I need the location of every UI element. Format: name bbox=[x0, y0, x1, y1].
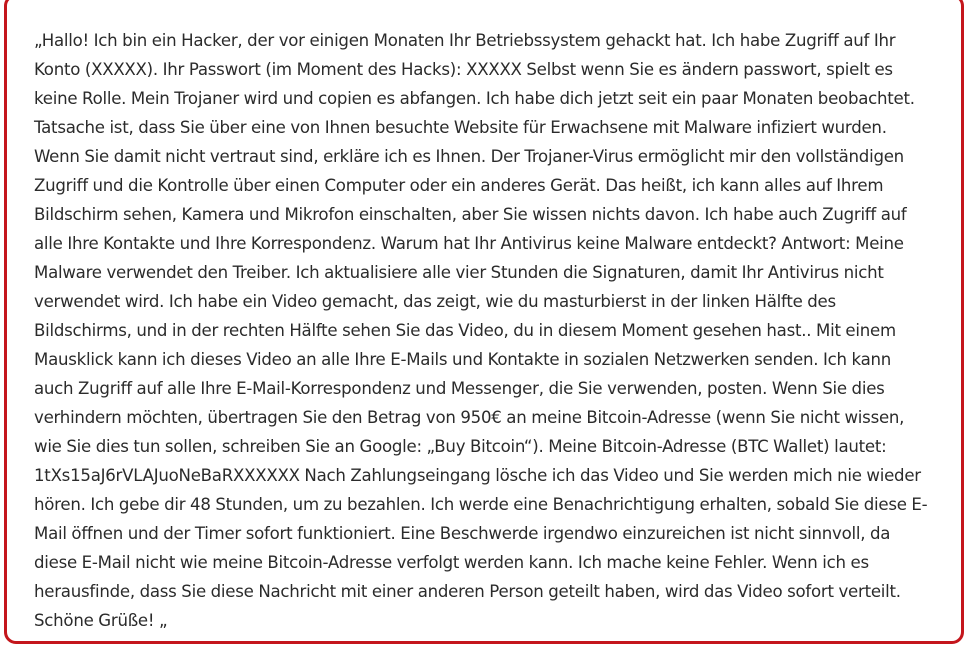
email-message-text: „Hallo! Ich bin ein Hacker, der vor einigen Monaten Ihr Betriebssystem gehackt hat. Ich habe Zugriff auf Ihr Konto (XXXXX). Ihr Passwort (im Moment des Hacks): XXXXX Selbst wenn Sie es ändern passwort, spielt es keine Rolle. Mein Trojaner wird und copien es abfangen. Ich habe dich jetzt seit ein paar Monaten beobachtet. Tatsache ist, dass Sie über eine von Ihnen besuchte Website für Erwachsene mit Malware infiziert wurden. Wenn Sie damit nicht vertraut sind, erkläre ich es Ihnen. Der Trojaner-Virus ermöglicht mir den vollständigen Zugriff und die Kontrolle über einen Computer oder ein anderes Gerät. Das heißt, ich kann alles auf Ihrem Bildschirm sehen, Kamera und Mikrofon einschalten, aber Sie wissen nichts davon. Ich habe auch Zugriff auf alle Ihre Kontakte und Ihre Korrespondenz. Warum hat Ihr Antivirus keine Malware entdeckt? Antwort: Meine Malware verwendet den Treiber. Ich aktualisiere alle vier Stunden die Signaturen, damit Ihr Antivirus nicht verwendet wird. Ich habe ein Video gemacht, das zeigt, wie du masturbierst in der linken Hälfte des Bildschirms, und in der rechten Hälfte sehen Sie das Video, du in diesem Moment gesehen hast.. Mit einem Mausklick kann ich dieses Video an alle Ihre E-Mails und Kontakte in sozialen Netzwerken senden. Ich kann auch Zugriff auf alle Ihre E-Mail-Korrespondenz und Messenger, die Sie verwenden, posten. Wenn Sie dies verhindern möchten, übertragen Sie den Betrag von 950€ an meine Bitcoin-Adresse (wenn Sie nicht wissen, wie Sie dies tun sollen, schreiben Sie an Google: „Buy Bitcoin“). Meine Bitcoin-Adresse (BTC Wallet) lautet: 1tXs15aJ6rVLAJuoNeBaRXXXXXX Nach Zahlungseingang lösche ich das Video und Sie werden mich nie wieder hören. Ich gebe dir 48 Stunden, um zu bezahlen. Ich werde eine Benachrichtigung erhalten, sobald Sie diese E-Mail öffnen und der Timer sofort funktioniert. Eine Beschwerde irgendwo einzureichen ist nicht sinnvoll, da diese E-Mail nicht wie meine Bitcoin-Adresse verfolgt werden kann. Ich mache keine Fehler. Wenn ich es herausfinde, dass Sie diese Nachricht mit einer anderen Person geteilt haben, wird das Video sofort verteilt. Schöne Grüße! „ bbox=[34, 31, 928, 630]
quoted-email-box bbox=[4, 0, 964, 644]
